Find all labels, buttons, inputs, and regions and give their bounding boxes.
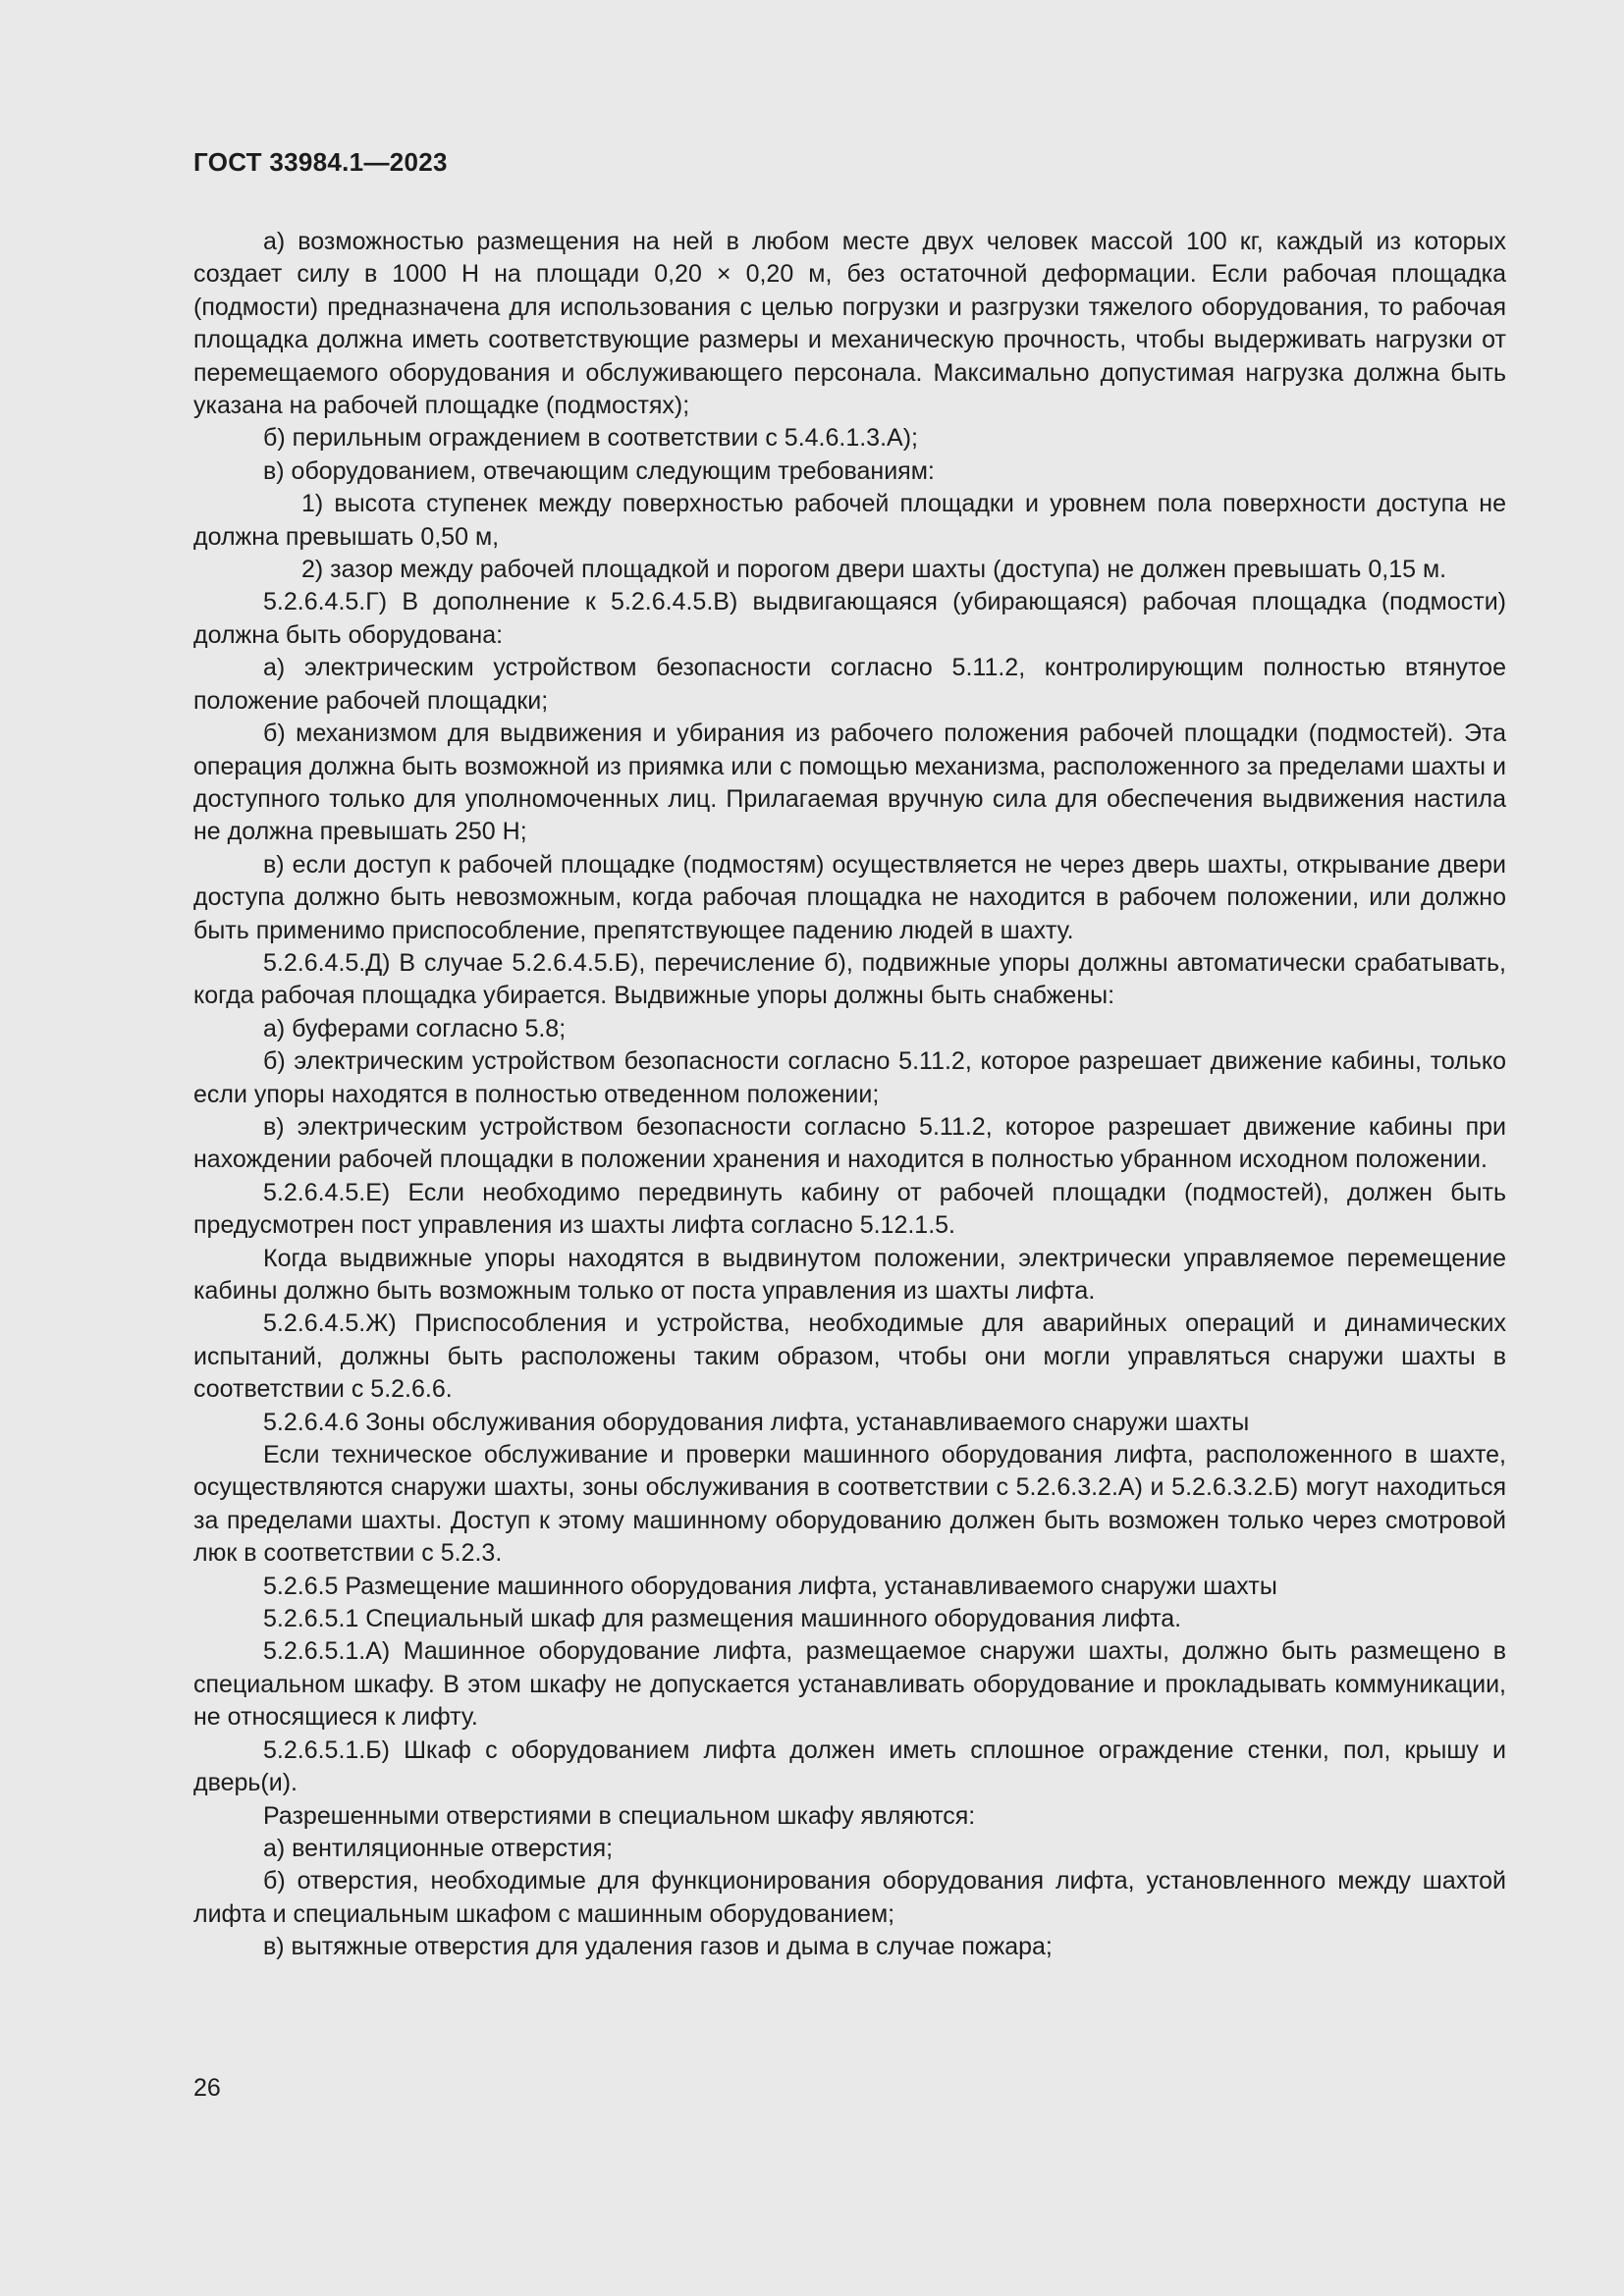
paragraph: а) возможностью размещения на ней в любом месте двух человек массой 100 кг, каждый из которых создает силу в 1000 Н на площади 0,20 × 0,20 м, без остаточной деформации. Если рабочая площадка (подмости) предназначена для использования с целью погрузки и разгрузки тяжелого оборудования, то рабочая площадка должна иметь соответствующие размеры и механическую прочность, чтобы выдерживать нагрузки от перемещаемого оборудования и обслуживающего персонала. Максимально допустимая нагрузка должна быть указана на рабочей площадке (подмостях); — [193, 228, 1506, 420]
paragraph: 5.2.6.5.1.Б) Шкаф с оборудованием лифта должен иметь сплошное ограждение стенки, пол, крышу и дверь(и). — [193, 1735, 1506, 1797]
paragraph: 5.2.6.4.5.Е) Если необходимо передвинуть кабину от рабочей площадки (подмостей), должен быть предусмотрен пост управления из шахты лифта согласно 5.12.1.5. — [193, 1178, 1506, 1240]
paragraph: 5.2.6.4.5.Г) В дополнение к 5.2.6.4.5.В) выдвигающаяся (убирающаяся) рабочая площадка (подмости) должна быть оборудована: — [193, 588, 1506, 649]
paragraph: 5.2.6.5 Размещение машинного оборудования лифта, устанавливаемого снаружи шахты — [263, 1572, 1277, 1600]
paragraph: 2) зазор между рабочей площадкой и порогом двери шахты (доступа) не должен превышать 0,15 м. — [301, 556, 1447, 584]
paragraph: б) механизмом для выдвижения и убирания из рабочего положения рабочей площадки (подмостей). Эта операция должна быть возможной из приямка или с помощью механизма, расположенного за пределами шахты и доступного только для уполномоченных лиц. Прилагаемая вручную сила для обеспечения выдвижения настила не должна превышать 250 Н; — [193, 720, 1506, 846]
document-header: ГОСТ 33984.1—2023 — [193, 147, 448, 177]
document-body — [193, 226, 1506, 1964]
paragraph: а) вентиляционные отверстия; — [263, 1834, 614, 1862]
paragraph: Если техническое обслуживание и проверки машинного оборудования лифта, расположенного в шахте, осуществляются снаружи шахты, зоны обслуживания в соответствии с 5.2.6.3.2.А) и 5.2.6.3.2.Б) могут находиться за пределами шахты. Доступ к этому машинному оборудованию должен быть возможен только через смотровой люк в соответствии с 5.2.3. — [193, 1441, 1506, 1568]
paragraph: в) если доступ к рабочей площадке (подмостям) осуществляется не через дверь шахты, открывание двери доступа должно быть невозможным, когда рабочая площадка не находится в рабочем положении, или должно быть применимо приспособление, препятствующее падению людей в шахту. — [193, 850, 1506, 944]
paragraph: в) электрическим устройством безопасности согласно 5.11.2, которое разрешает движение кабины при нахождении рабочей площадки в положении хранения и находится в полностью убранном исходном положении. — [193, 1112, 1506, 1174]
paragraph: Разрешенными отверстиями в специальном шкафу являются: — [263, 1801, 976, 1830]
paragraph: в) оборудованием, отвечающим следующим требованиям: — [263, 456, 935, 485]
paragraph: 5.2.6.4.5.Ж) Приспособления и устройства, необходимые для аварийных операций и динамических испытаний, должны быть расположены таким образом, чтобы они могли управляться снаружи шахты в соответствии с 5.2.6.6. — [193, 1309, 1506, 1404]
paragraph: Когда выдвижные упоры находятся в выдвинутом положении, электрически управляемое перемещение кабины должно быть возможным только от поста управления из шахты лифта. — [193, 1244, 1506, 1305]
paragraph: 5.2.6.4.5.Д) В случае 5.2.6.4.5.Б), перечисление б), подвижные упоры должны автоматически срабатывать, когда рабочая площадка убирается. Выдвижные упоры должны быть снабжены: — [193, 948, 1506, 1010]
paragraph: а) буферами согласно 5.8; — [263, 1014, 567, 1042]
paragraph: 5.2.6.4.6 Зоны обслуживания оборудования лифта, устанавливаемого снаружи шахты — [263, 1408, 1250, 1436]
paragraph: в) вытяжные отверстия для удаления газов и дыма в случае пожара; — [263, 1933, 1053, 1961]
paragraph: 5.2.6.5.1.А) Машинное оборудование лифта, размещаемое снаружи шахты, должно быть размещено в специальном шкафу. В этом шкафу не допускается устанавливать оборудование и прокладывать коммуникации, не относящиеся к лифту. — [193, 1637, 1506, 1732]
paragraph: 1) высота ступенек между поверхностью рабочей площадки и уровнем пола поверхности доступа не должна превышать 0,50 м, — [193, 490, 1506, 551]
paragraph: б) отверстия, необходимые для функционирования оборудования лифта, установленного между шахтой лифта и специальным шкафом с машинным оборудованием; — [193, 1867, 1506, 1928]
paragraph: а) электрическим устройством безопасности согласно 5.11.2, контролирующим полностью втянутое положение рабочей площадки; — [193, 654, 1506, 715]
paragraph: б) перильным ограждением в соответствии с 5.4.6.1.3.А); — [263, 424, 918, 453]
page-number: 26 — [193, 2074, 221, 2102]
paragraph: б) электрическим устройством безопасности согласно 5.11.2, которое разрешает движение кабины, только если упоры находятся в полностью отведенном положении; — [193, 1047, 1506, 1108]
paragraph: 5.2.6.5.1 Специальный шкаф для размещения машинного оборудования лифта. — [263, 1605, 1182, 1633]
